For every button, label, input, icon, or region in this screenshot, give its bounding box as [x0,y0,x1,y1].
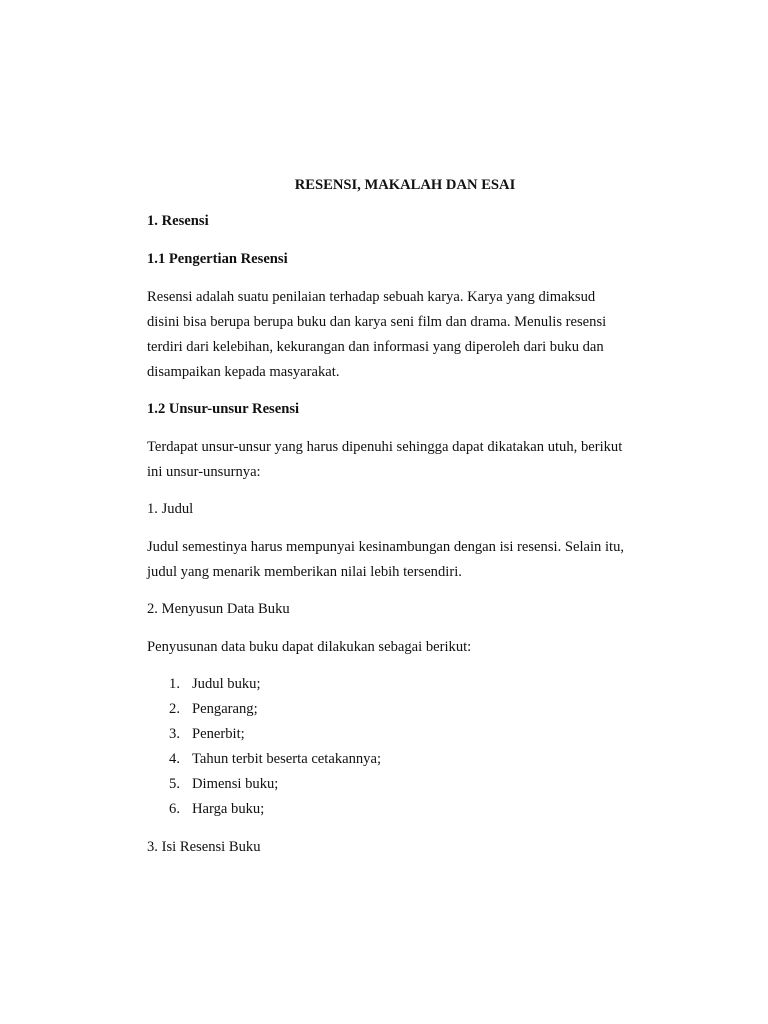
list-item-text: Pengarang; [192,701,258,717]
paragraph-line: terdiri dari kelebihan, kekurangan dan informasi yang diperoleh dari buku dan [147,339,604,355]
item-heading-judul: 1. Judul [147,501,194,517]
paragraph-line: disini bisa berupa berupa buku dan karya seni film dan drama. Menulis resensi [147,314,607,330]
list-item-text: Tahun terbit beserta cetakannya; [192,751,382,767]
item-heading-isi-resensi: 3. Isi Resensi Buku [147,839,261,855]
list-item-text: Penerbit; [192,726,245,742]
paragraph-line: ini unsur-unsurnya: [147,464,261,480]
document-title: RESENSI, MAKALAH DAN ESAI [294,177,516,193]
list-item-number: 3. [169,726,180,742]
list-item-text: Harga buku; [192,801,265,817]
paragraph-line: disampaikan kepada masyarakat. [147,364,340,380]
list-item-number: 1. [169,676,180,692]
subsection-heading-unsur: 1.2 Unsur-unsur Resensi [147,401,300,417]
paragraph-line: Judul semestinya harus mempunyai kesinambungan dengan isi resensi. Selain itu, [147,539,625,555]
item-heading-data-buku: 2. Menyusun Data Buku [147,601,290,617]
paragraph-data-buku: Penyusunan data buku dapat dilakukan sebagai berikut: [147,639,472,655]
list-item-number: 4. [169,751,180,767]
list-item-text: Judul buku; [192,676,261,692]
list-item-number: 2. [169,701,180,717]
paragraph-line: Resensi adalah suatu penilaian terhadap sebuah karya. Karya yang dimaksud [147,289,596,305]
list-item-number: 6. [169,801,180,817]
list-item-text: Dimensi buku; [192,776,279,792]
subsection-heading-pengertian: 1.1 Pengertian Resensi [147,251,288,267]
list-item-number: 5. [169,776,180,792]
section-heading-resensi: 1. Resensi [147,213,209,229]
paragraph-line: judul yang menarik memberikan nilai lebih tersendiri. [147,564,462,580]
paragraph-line: Terdapat unsur-unsur yang harus dipenuhi sehingga dapat dikatakan utuh, berikut [147,439,623,455]
